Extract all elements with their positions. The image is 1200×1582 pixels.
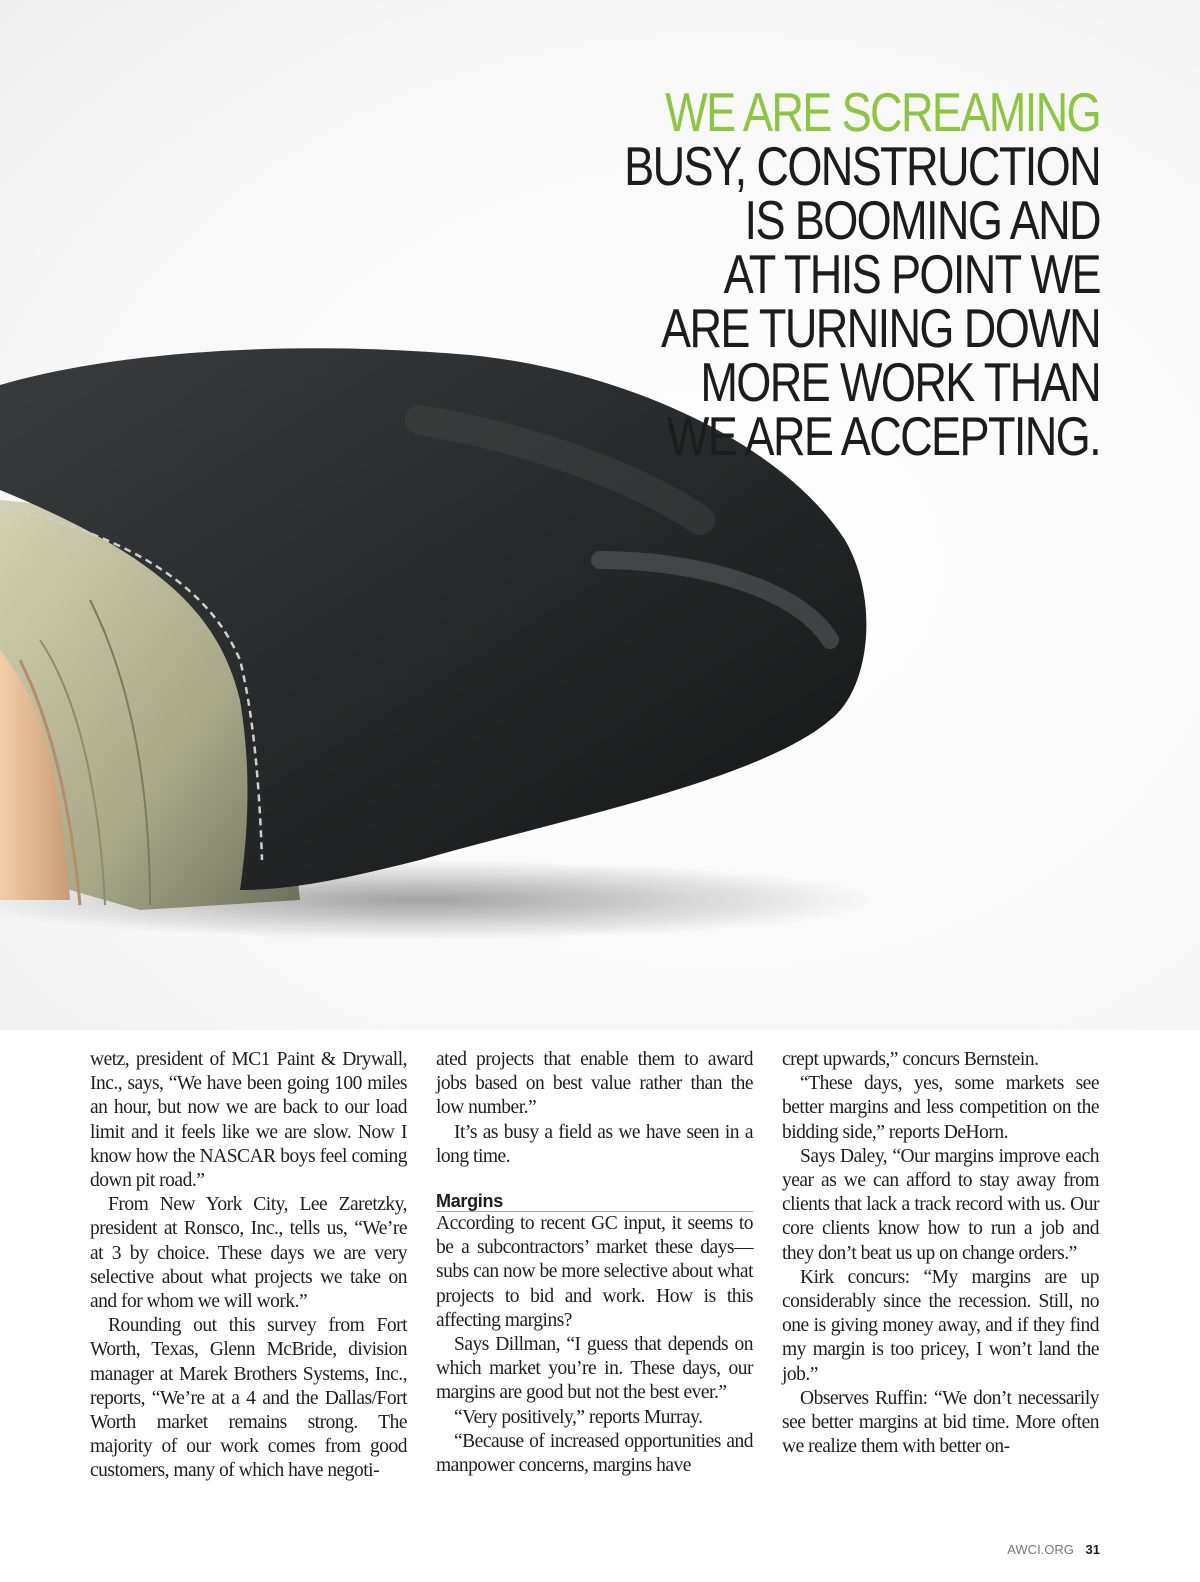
pull-quote-line: AT THIS POINT WE [723,243,1100,305]
page-footer [1007,1542,1100,1557]
paragraph: Rounding out this survey from Fort Worth, Texas, Glenn McBride, division manager at Marek Brothers Systems, Inc., reports, “We’re at a 4 and the Dallas/Fort Worth market remains strong. The majority of our work comes from good customers, many of which have negoti- [90,1315,407,1482]
paragraph: crept upwards,” concurs Bernstein. [782,1049,1039,1070]
paragraph: Says Dillman, “I guess that depends on which market you’re in. These days, our margins are good but not the best ever.” [436,1334,753,1404]
paragraph: Kirk concurs: “My margins are up considerably since the recession. Still, no one is giving money away, and if they find my margin is too pricey, I won’t land the job.” [782,1266,1099,1385]
pull-quote-line: ARE TURNING DOWN [661,297,1100,359]
article-body [90,1048,1100,1482]
page-number: 31 [1085,1542,1100,1557]
paragraph: “Very positively,” reports Murray. [454,1406,703,1428]
paragraph: From New York City, Lee Zaretzky, president at Ronsco, Inc., tells us, “We’re at 3 by choice. These days we are very selective about what projects we take on and for whom we will work.” [90,1194,407,1313]
paragraph: wetz, president of MC1 Paint & Drywall, Inc., says, “We have been going 100 miles an hour, but now we are back to our load limit and it feels like we are slow. Now I know how the NASCAR boys feel coming down pit road.” [90,1049,407,1192]
section-heading-margins: Margins [436,1191,753,1212]
paragraph: According to recent GC input, it seems to be a subcontractors’ market these days—subs can now be more selective about what projects to bid and work. How is this affecting margins? [436,1213,753,1331]
paragraph: “These days, yes, some markets see better margins and less competition on the bidding side,” reports DeHorn. [782,1073,1099,1143]
site-url[interactable]: AWCI.ORG [1007,1542,1074,1557]
article-column-1 [90,1048,407,1484]
article-column-2 [436,1048,753,1478]
pull-quote-line: IS BOOMING AND [744,189,1100,251]
pull-quote-accent: WE ARE SCREAMING [665,81,1100,143]
paragraph: It’s as busy a field as we have seen in a long time. [436,1121,753,1167]
paragraph: ated projects that enable them to award jobs based on best value rather than the low number.” [436,1049,753,1119]
paragraph: Observes Ruffin: “We don’t necessarily see better margins at bid time. More often we realize them with better on- [782,1387,1099,1458]
pull-quote-line: BUSY, CONSTRUCTION [624,135,1100,197]
paragraph: Says Daley, “Our margins improve each year as we can afford to stay away from clients that lack a track record with us. Our core clients know how to run a job and they don’t beat us up on change orders.” [782,1145,1099,1264]
article-column-3 [782,1048,1099,1459]
paragraph: “Because of increased opportunities and manpower concerns, margins have [436,1430,753,1477]
pull-quote [592,81,1100,467]
pull-quote-line: MORE WORK THAN [700,351,1100,413]
pull-quote-line: WE ARE ACCEPTING. [666,405,1100,467]
